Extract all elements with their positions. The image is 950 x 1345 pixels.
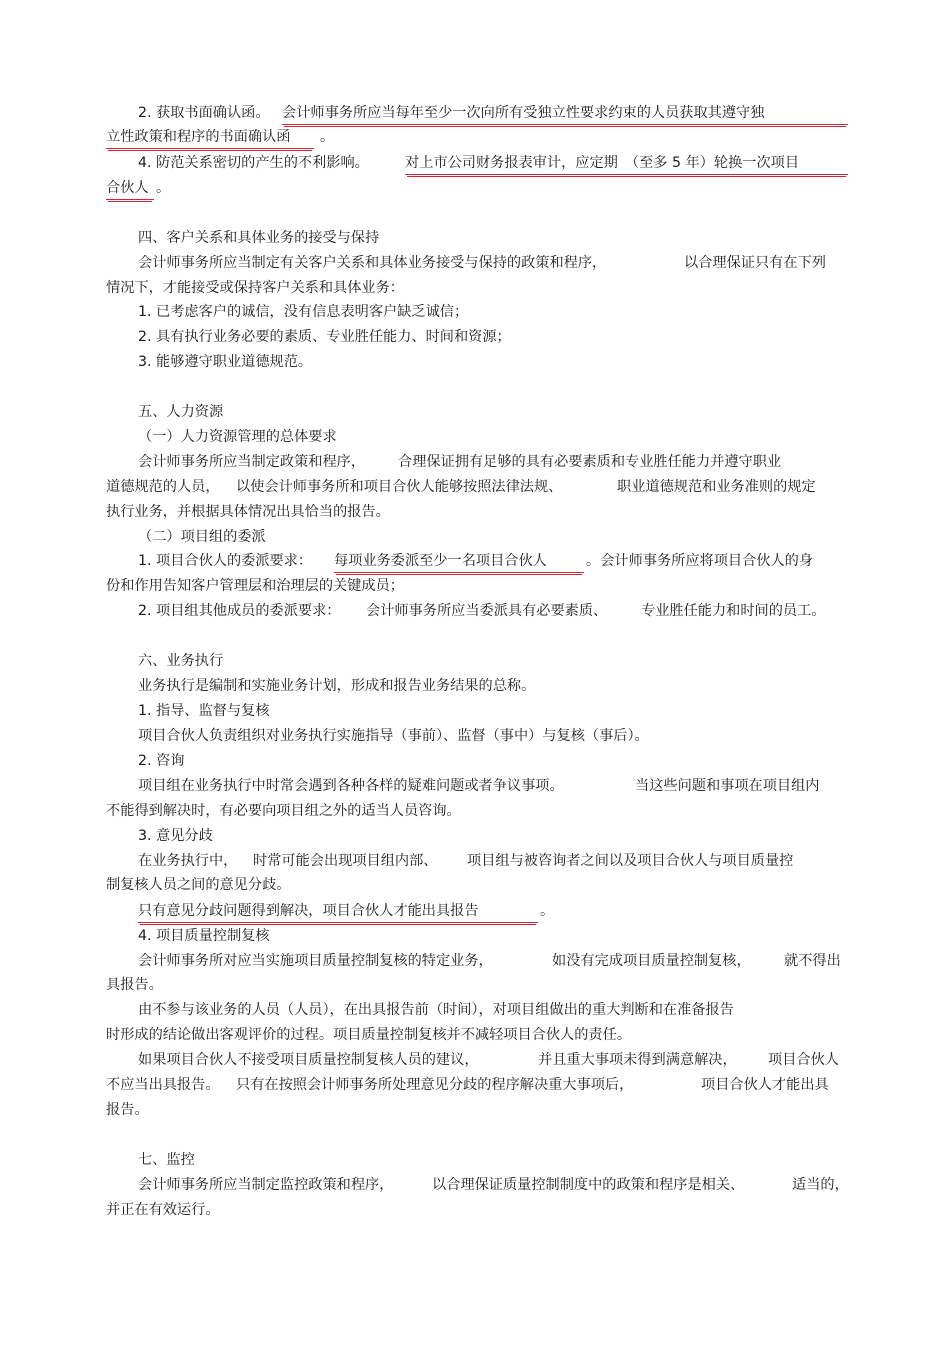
section-heading: 五、人力资源: [138, 404, 224, 420]
paragraph-text: 以使会计师事务所和项目合伙人能够按照法律法规、: [236, 479, 563, 495]
paragraph-text: 份和作用告知客户管理层和治理层的关键成员；: [106, 578, 404, 594]
underlined-text: [282, 103, 848, 125]
paragraph-text: 专业胜任能力和时间的员工。: [641, 603, 826, 619]
highlight-text: 只有意见分歧问题得到解决，项目合伙人才能出具报告: [138, 903, 479, 919]
paragraph-text: 。会计师事务所应将项目合伙人的身: [586, 553, 814, 569]
punctuation: 。: [540, 903, 555, 919]
paragraph-text: 项目组在业务执行中时常会遇到各种各样的疑难问题或者争议事项。: [138, 778, 564, 794]
subsection-heading: 2. 咨询: [138, 753, 185, 769]
punctuation: 。: [156, 180, 171, 196]
underlined-text: [138, 901, 538, 923]
section-heading: 六、业务执行: [138, 653, 224, 669]
paragraph-text: 并且重大事项未得到满意解决，: [538, 1052, 737, 1068]
subsection-heading: 1. 指导、监督与复核: [138, 703, 270, 719]
section-heading: 七、监控: [138, 1152, 195, 1168]
paragraph-text: 项目组与被咨询者之间以及项目合伙人与项目质量控: [467, 853, 794, 869]
paragraph-text: 执行业务，并根据具体情况出具恰当的报告。: [106, 504, 390, 520]
item-lead: 1. 项目合伙人的委派要求：: [138, 553, 313, 569]
paragraph-text: 不能得到解决时，有必要向项目组之外的适当人员咨询。: [106, 803, 461, 819]
paragraph-text: 就不得出: [784, 953, 841, 969]
paragraph-text: 会计师事务所应当委派具有必要素质、: [366, 603, 608, 619]
punctuation: 。: [320, 129, 335, 145]
paragraph-text: 项目合伙人负责组织对业务执行实施指导（事前）、监督（事中）与复核（事后）。: [138, 728, 649, 744]
item-lead: 4. 防范关系密切的产生的不利影响。: [138, 155, 369, 171]
highlight-text: 对上市公司财务报表审计，应定期 （至多 5 年）轮换一次项目: [405, 155, 800, 171]
paragraph-text: 职业道德规范和业务准则的规定: [617, 479, 816, 495]
paragraph-text: 具报告。: [106, 977, 163, 993]
underlined-text: [405, 153, 848, 175]
highlight-text: 每项业务委派至少一名项目合伙人: [334, 553, 547, 569]
paragraph-text: 制复核人员之间的意见分歧。: [106, 877, 291, 893]
paragraph-text: 项目合伙人才能出具: [701, 1077, 829, 1093]
highlight-text: 立性政策和程序的书面确认函: [106, 129, 291, 145]
paragraph-text: 适当的，: [792, 1177, 849, 1193]
paragraph-text: 时常可能会出现项目组内部、: [253, 853, 438, 869]
underlined-text: [334, 551, 584, 573]
item-lead: 2. 获取书面确认函。: [138, 105, 270, 121]
list-item: 3. 能够遵守职业道德规范。: [138, 354, 313, 370]
underlined-text: [106, 178, 154, 200]
paragraph-text: 当这些问题和事项在项目组内: [635, 778, 820, 794]
paragraph-text: 不应当出具报告。: [106, 1077, 220, 1093]
subsection-heading: （一）人力资源管理的总体要求: [138, 429, 337, 445]
paragraph-text: 只有在按照会计师事务所处理意见分歧的程序解决重大事项后，: [236, 1077, 634, 1093]
section-heading: 四、客户关系和具体业务的接受与保持: [138, 230, 380, 246]
paragraph-text: 由不参与该业务的人员（人员），在出具报告前（时间），对项目组做出的重大判断和在准备报告: [138, 1002, 734, 1018]
subsection-heading: 4. 项目质量控制复核: [138, 928, 270, 944]
paragraph-text: 会计师事务所应当制定政策和程序，: [138, 454, 366, 470]
subsection-heading: 3. 意见分歧: [138, 828, 213, 844]
paragraph-text: 在业务执行中，: [138, 853, 238, 869]
item-lead: 2. 项目组其他成员的委派要求：: [138, 603, 341, 619]
text-line: [138, 153, 369, 173]
paragraph-text: 会计师事务所应当制定监控政策和程序，: [138, 1177, 394, 1193]
text-line: [156, 178, 170, 198]
paragraph-text: 会计师事务所应当制定有关客户关系和具体业务接受与保持的政策和程序，: [138, 255, 607, 271]
paragraph-text: 以合理保证质量控制制度中的政策和程序是相关、: [432, 1177, 745, 1193]
text-line: [138, 103, 270, 123]
paragraph-text: 如果项目合伙人不接受项目质量控制复核人员的建议，: [138, 1052, 479, 1068]
list-item: 2. 具有执行业务必要的素质、专业胜任能力、时间和资源；: [138, 329, 511, 345]
paragraph-text: 合理保证拥有足够的具有必要素质和专业胜任能力并遵守职业: [398, 454, 782, 470]
paragraph-text: 情况下，才能接受或保持客户关系和具体业务：: [106, 280, 404, 296]
paragraph-text: 业务执行是编制和实施业务计划，形成和报告业务结果的总称。: [138, 678, 536, 694]
subsection-heading: （二）项目组的委派: [138, 529, 266, 545]
text-line: [320, 127, 334, 147]
paragraph-text: 报告。: [106, 1102, 149, 1118]
paragraph-text: 项目合伙人: [768, 1052, 839, 1068]
paragraph-text: 以合理保证只有在下列: [684, 255, 826, 271]
highlight-text: 合伙人: [106, 180, 149, 196]
paragraph-text: 道德规范的人员，: [106, 479, 220, 495]
highlight-text: 会计师事务所应当每年至少一次向所有受独立性要求约束的人员获取其遵守独: [282, 105, 765, 121]
underlined-text: [106, 127, 314, 149]
paragraph-text: 如没有完成项目质量控制复核，: [552, 953, 751, 969]
paragraph-text: 并正在有效运行。: [106, 1202, 220, 1218]
paragraph-text: 会计师事务所对应当实施项目质量控制复核的特定业务，: [138, 953, 493, 969]
list-item: 1. 已考虑客户的诚信，没有信息表明客户缺乏诚信；: [138, 304, 469, 320]
paragraph-text: 时形成的结论做出客观评价的过程。项目质量控制复核并不减轻项目合伙人的责任。: [106, 1027, 631, 1043]
